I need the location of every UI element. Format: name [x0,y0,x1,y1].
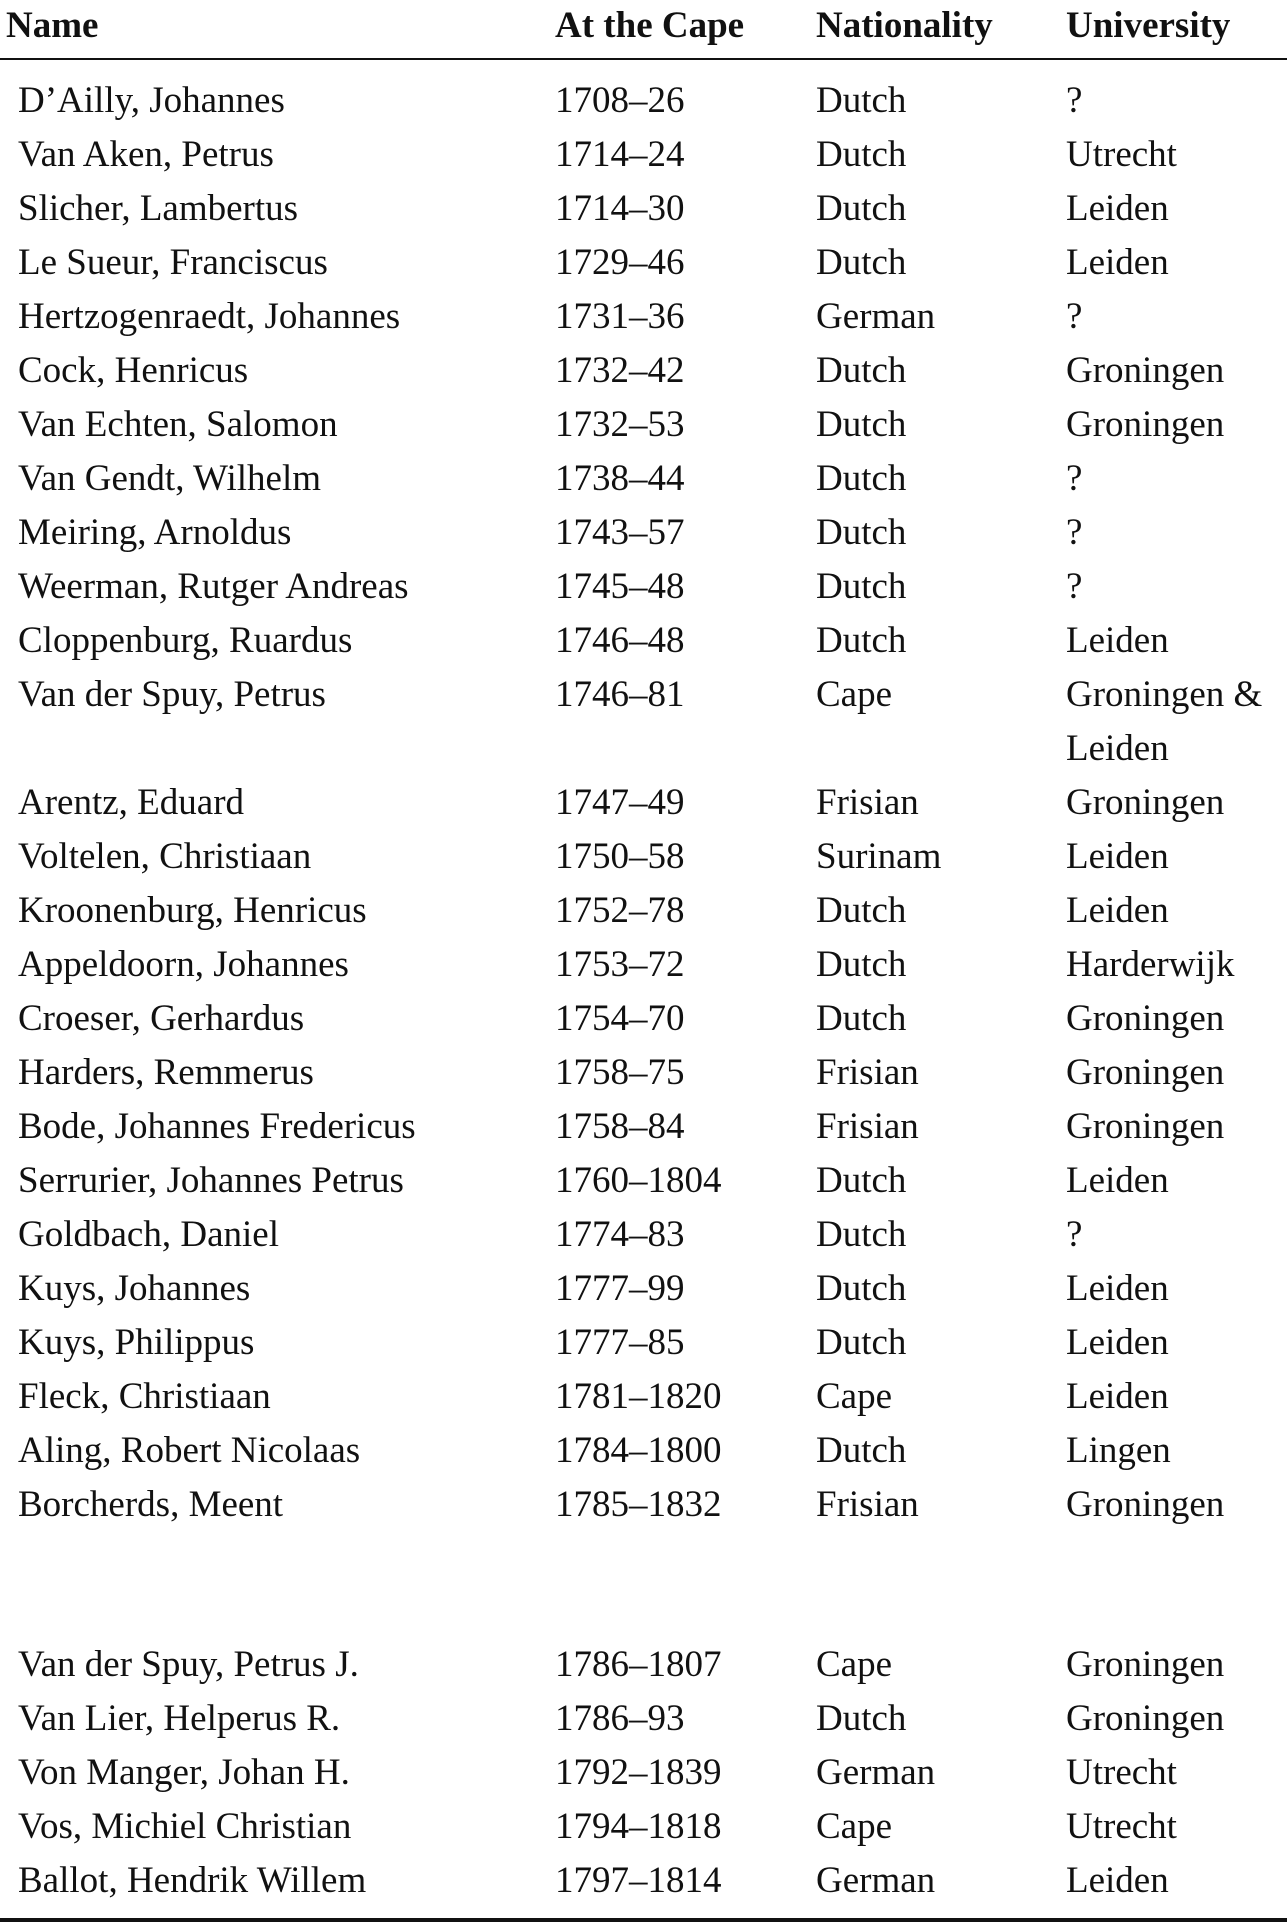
cell-name: Fleck, Christiaan [18,1376,271,1417]
cell-nationality: German [816,1860,936,1901]
cell-name: Vos, Michiel Christian [18,1806,352,1847]
cell-at-the-cape: 1794–1818 [555,1806,722,1847]
cell-at-the-cape: 1797–1814 [555,1860,722,1901]
cell-at-the-cape: 1792–1839 [555,1752,722,1793]
table-row [0,128,1287,182]
cell-nationality: Dutch [816,620,907,661]
cell-nationality: Dutch [816,242,907,283]
cell-university: ? [1066,566,1083,607]
cell-university: Utrecht [1066,1806,1177,1847]
cell-name: Harders, Remmerus [18,1052,314,1093]
table-row [0,1154,1287,1208]
cell-at-the-cape: 1743–57 [555,512,685,553]
cell-nationality: German [816,1752,936,1793]
cell-at-the-cape: 1738–44 [555,458,685,499]
cell-name: D’Ailly, Johannes [18,80,285,121]
table-row [0,938,1287,992]
cell-at-the-cape: 1731–36 [555,296,685,337]
cell-name: Slicher, Lambertus [18,188,299,229]
table-row [0,398,1287,452]
table-row [0,74,1287,128]
cell-nationality: Dutch [816,512,907,553]
cell-nationality: Frisian [816,782,919,823]
cell-university: Groningen [1066,350,1225,391]
cell-name: Van der Spuy, Petrus J. [18,1644,359,1685]
section-gap [0,1532,1287,1638]
cell-university: Leiden [1066,1268,1169,1309]
cell-name: Cock, Henricus [18,350,249,391]
cell-at-the-cape: 1754–70 [555,998,685,1039]
cell-at-the-cape: 1758–75 [555,1052,685,1093]
cell-name: Van Gendt, Wilhelm [18,458,322,499]
table-row [0,776,1287,830]
cell-nationality: Dutch [816,998,907,1039]
cell-university: ? [1066,80,1083,121]
cell-name: Ballot, Hendrik Willem [18,1860,367,1901]
cell-at-the-cape: 1784–1800 [555,1430,722,1471]
cell-nationality: Cape [816,1806,893,1847]
table-row [0,1208,1287,1262]
cell-name: Meiring, Arnoldus [18,512,292,553]
cell-university: Utrecht [1066,134,1177,175]
cell-university: ? [1066,512,1083,553]
table-row [0,884,1287,938]
cell-university: Leiden [1066,890,1169,931]
cell-university: Groningen [1066,1106,1225,1147]
cell-nationality: Dutch [816,566,907,607]
cell-at-the-cape: 1746–48 [555,620,685,661]
cell-at-the-cape: 1786–93 [555,1698,685,1739]
table-row [0,236,1287,290]
cell-nationality: Cape [816,674,893,715]
cell-university: Groningen [1066,782,1225,823]
header-at-the-cape: At the Cape [555,5,745,46]
cell-nationality: Surinam [816,836,942,877]
cell-university: ? [1066,458,1083,499]
cell-nationality: Dutch [816,1160,907,1201]
cell-university: Groningen [1066,1698,1225,1739]
table-row [0,830,1287,884]
cell-university: Leiden [1066,836,1169,877]
table-row [0,1316,1287,1370]
table-row [0,1370,1287,1424]
cell-name: Van Echten, Salomon [18,404,338,445]
cell-university: Groningen [1066,1052,1225,1093]
cell-name: Van der Spuy, Petrus [18,674,326,715]
table-row [0,1478,1287,1532]
cell-at-the-cape: 1747–49 [555,782,685,823]
cell-at-the-cape: 1785–1832 [555,1484,722,1525]
table-row [0,1692,1287,1746]
cell-name: Van Lier, Helperus R. [18,1698,341,1739]
cell-university: Harderwijk [1066,944,1235,985]
cell-nationality: Dutch [816,1698,907,1739]
cell-name: Kroonenburg, Henricus [18,890,367,931]
cell-nationality: Dutch [816,1268,907,1309]
cell-university: Utrecht [1066,1752,1177,1793]
cell-name: Arentz, Eduard [18,782,245,823]
cell-at-the-cape: 1732–53 [555,404,685,445]
cell-at-the-cape: 1729–46 [555,242,685,283]
table-row [0,1046,1287,1100]
table-row [0,452,1287,506]
header-rule [0,58,1287,60]
cell-university: ? [1066,1214,1083,1255]
cell-nationality: Frisian [816,1106,919,1147]
table-body [0,74,1287,1908]
cell-at-the-cape: 1732–42 [555,350,685,391]
cell-at-the-cape: 1750–58 [555,836,685,877]
cell-at-the-cape: 1714–30 [555,188,685,229]
cell-nationality: Dutch [816,350,907,391]
cell-nationality: Dutch [816,1322,907,1363]
cell-university: Groningen [1066,998,1225,1039]
cell-nationality: Dutch [816,458,907,499]
table-row [0,1854,1287,1908]
table-row [0,1424,1287,1478]
header-name: Name [6,5,99,46]
cell-university: Groningen & Leiden [1066,674,1263,769]
cell-at-the-cape: 1774–83 [555,1214,685,1255]
table-header [0,0,1287,52]
cell-at-the-cape: 1752–78 [555,890,685,931]
table-row [0,290,1287,344]
cell-nationality: Frisian [816,1052,919,1093]
cell-name: Borcherds, Meent [18,1484,284,1525]
cell-name: Weerman, Rutger Andreas [18,566,409,607]
cell-nationality: Dutch [816,890,907,931]
cell-at-the-cape: 1753–72 [555,944,685,985]
cell-at-the-cape: 1745–48 [555,566,685,607]
cell-name: Hertzogenraedt, Johannes [18,296,401,337]
header-university: University [1066,5,1231,46]
table-row [0,614,1287,668]
cell-university: Leiden [1066,620,1169,661]
cell-name: Goldbach, Daniel [18,1214,279,1255]
cell-nationality: Dutch [816,944,907,985]
cell-university: Leiden [1066,242,1169,283]
cell-name: Kuys, Johannes [18,1268,251,1309]
cell-nationality: Dutch [816,404,907,445]
cell-name: Croeser, Gerhardus [18,998,305,1039]
header-nationality: Nationality [816,5,993,46]
cell-university: Lingen [1066,1430,1171,1471]
cell-university: Leiden [1066,188,1169,229]
cell-at-the-cape: 1786–1807 [555,1644,722,1685]
cell-name: Le Sueur, Franciscus [18,242,328,283]
cell-nationality: Cape [816,1376,893,1417]
table-row [0,1262,1287,1316]
table-row [0,992,1287,1046]
cell-university: Leiden [1066,1160,1169,1201]
table-row [0,668,1287,776]
cell-name: Van Aken, Petrus [18,134,274,175]
cell-university: Groningen [1066,404,1225,445]
cell-nationality: Dutch [816,1214,907,1255]
table-row [0,344,1287,398]
table-row [0,560,1287,614]
cell-name: Aling, Robert Nicolaas [18,1430,361,1471]
cell-name: Von Manger, Johan H. [18,1752,350,1793]
table-row [0,506,1287,560]
cell-nationality: German [816,296,936,337]
cell-nationality: Dutch [816,80,907,121]
cell-university: Leiden [1066,1322,1169,1363]
cell-university: ? [1066,296,1083,337]
cell-name: Bode, Johannes Fredericus [18,1106,416,1147]
cell-at-the-cape: 1708–26 [555,80,685,121]
cell-at-the-cape: 1758–84 [555,1106,685,1147]
cell-name: Serrurier, Johannes Petrus [18,1160,404,1201]
cell-at-the-cape: 1714–24 [555,134,685,175]
cell-at-the-cape: 1746–81 [555,674,685,715]
table-row [0,182,1287,236]
table-row [0,1800,1287,1854]
table-row [0,1100,1287,1154]
table-row [0,1746,1287,1800]
cell-university: Leiden [1066,1860,1169,1901]
cell-nationality: Cape [816,1644,893,1685]
cell-nationality: Dutch [816,1430,907,1471]
cell-name: Appeldoorn, Johannes [18,944,349,985]
cell-at-the-cape: 1777–85 [555,1322,685,1363]
cell-at-the-cape: 1777–99 [555,1268,685,1309]
cell-name: Voltelen, Christiaan [18,836,312,877]
cell-university: Groningen [1066,1484,1225,1525]
cell-name: Cloppenburg, Ruardus [18,620,353,661]
cell-name: Kuys, Philippus [18,1322,255,1363]
cell-university: Leiden [1066,1376,1169,1417]
bottom-rule [0,1918,1287,1922]
cell-at-the-cape: 1760–1804 [555,1160,722,1201]
cell-university: Groningen [1066,1644,1225,1685]
cell-nationality: Dutch [816,134,907,175]
cell-nationality: Frisian [816,1484,919,1525]
cell-nationality: Dutch [816,188,907,229]
cell-at-the-cape: 1781–1820 [555,1376,722,1417]
table-row [0,1638,1287,1692]
